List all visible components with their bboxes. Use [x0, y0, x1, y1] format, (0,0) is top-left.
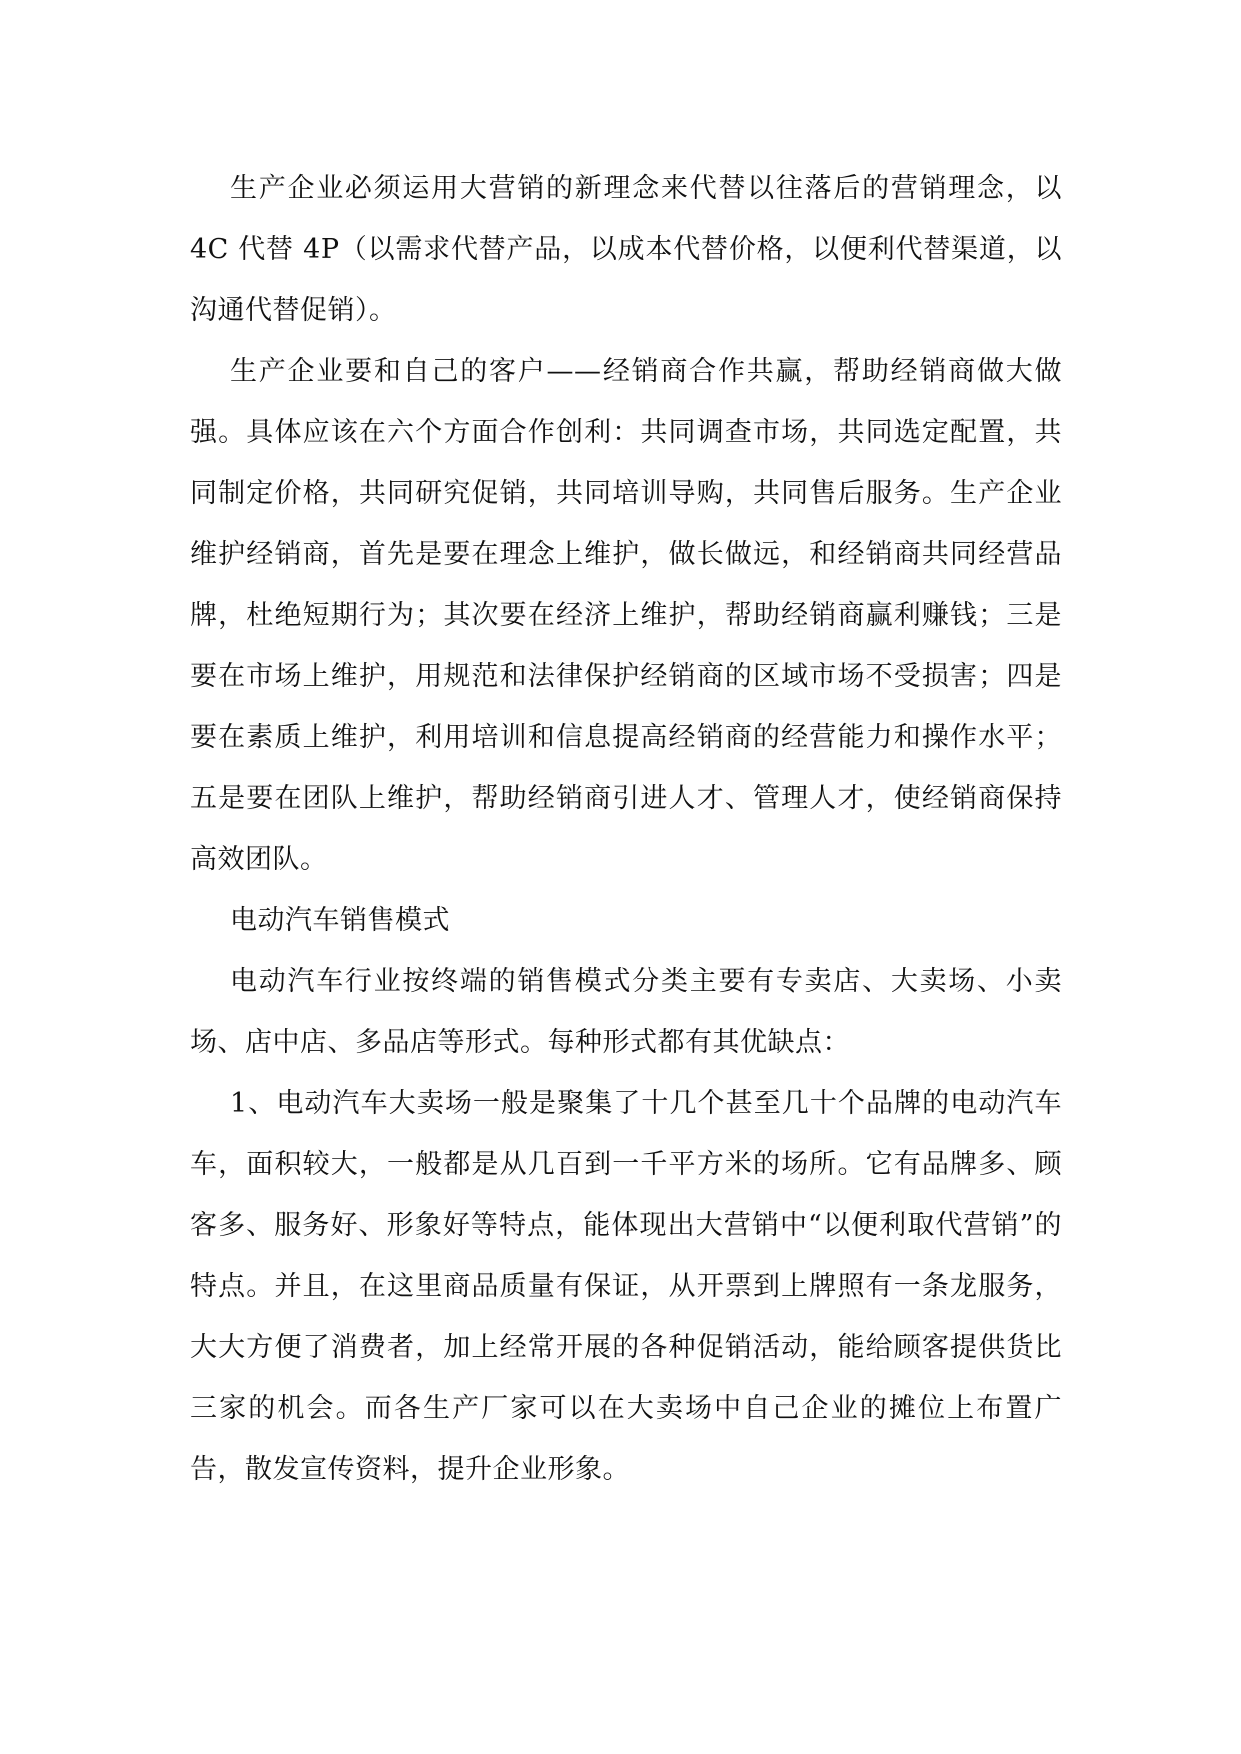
paragraph-item-1: 1、电动汽车大卖场一般是聚集了十几个甚至几十个品牌的电动汽车车，面积较大，一般都是从几百到一千平方米的场所。它有品牌多、顾客多、服务好、形象好等特点，能体现出大营销中“以便利取代营销”的特点。并且，在这里商品质量有保证，从开票到上牌照有一条龙服务，大大方便了消费者，加上经常开展的各种促销活动，能给顾客提供货比三家的机会。而各生产厂家可以在大卖场中自己企业的摊位上布置广告，散发宣传资料，提升企业形象。	[190, 1088, 1062, 1485]
paragraph-marketing-concept: 生产企业必须运用大营销的新理念来代替以往落后的营销理念，以 4C 代替 4P（以需求代替产品，以成本代替价格，以便利代替渠道，以沟通代替促销）。	[190, 173, 1062, 326]
paragraph-sales-modes: 电动汽车行业按终端的销售模式分类主要有专卖店、大卖场、小卖场、店中店、多品店等形式。每种形式都有其优缺点：	[190, 966, 1062, 1058]
document-body	[190, 158, 1062, 1500]
paragraph-dealer-cooperation: 生产企业要和自己的客户——经销商合作共赢，帮助经销商做大做强。具体应该在六个方面合作创利：共同调查市场，共同选定配置，共同制定价格，共同研究促销，共同培训导购，共同售后服务。生产企业维护经销商，首先是要在理念上维护，做长做远，和经销商共同经营品牌，杜绝短期行为；其次要在经济上维护，帮助经销商赢利赚钱；三是要在市场上维护，用规范和法律保护经销商的区域市场不受损害；四是要在素质上维护，利用培训和信息提高经销商的经营能力和操作水平；五是要在团队上维护，帮助经销商引进人才、管理人才，使经销商保持高效团队。	[190, 356, 1062, 875]
section-heading: 电动汽车销售模式	[230, 905, 450, 936]
